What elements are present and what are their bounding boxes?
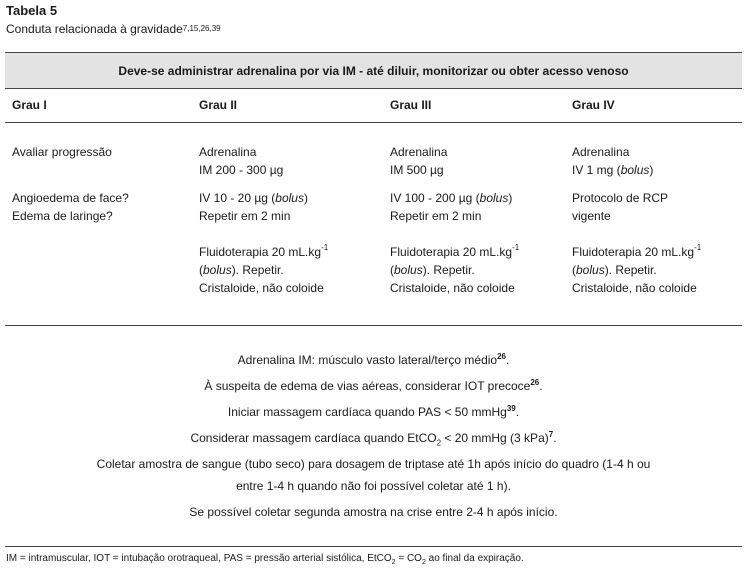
table-subtitle: Conduta relacionada à gravidade$^{7,15,26,39}$ xyxy=(6,22,221,36)
column-header-grau-1: Grau I xyxy=(12,98,47,112)
table-cell: Avaliar progressão xyxy=(12,145,112,159)
subtitle-references: 7,15,26,39 xyxy=(182,24,221,33)
note-line: À suspeita de edema de vias aéreas, considerar IOT precoce$^{26}$. xyxy=(204,378,543,393)
note-line: Iniciar massagem cardíaca quando PAS < 50 mmHg$^{39}$. xyxy=(227,404,520,419)
column-header-grau-3: Grau III xyxy=(390,98,432,112)
table-cell: Fluidoterapia 20 $mL.kg^{-1}$ (bolus). Repetir. Cristaloide, não coloide xyxy=(572,243,702,295)
table-divider xyxy=(5,325,742,326)
table-cell: IV 10 - 20 µg (bolus) Repetir em 2 min xyxy=(199,191,308,223)
table-cell: Fluidoterapia 20 $mL.kg^{-1}$ (bolus). Repetir. Cristaloide, não coloide xyxy=(390,243,520,295)
note-line: Adrenalina IM: músculo vasto lateral/terço médio$^{26}$. xyxy=(237,352,510,367)
table-cell: Angioedema de face? Edema de laringe? xyxy=(12,191,129,223)
table-cell: Adrenalina IV 1 mg (bolus) xyxy=(572,145,654,177)
note-line: Se possível coletar segunda amostra na crise entre 2-4 h após início. xyxy=(189,505,558,519)
table-header-row xyxy=(5,88,742,123)
table-cell: Fluidoterapia 20 $mL.kg^{-1}$ (bolus). Repetir. Cristaloide, não coloide xyxy=(199,243,329,295)
note-line: entre 1-4 h quando não foi possível coletar até 1 h). xyxy=(236,479,511,493)
table-cell: Adrenalina IM 500 µg xyxy=(390,145,448,177)
column-header-grau-4: Grau IV xyxy=(572,98,615,112)
table-footnote: IM = intramuscular, IOT = intubação orotraqueal, PAS = pressão arterial sistólica, EtCO$_2$ = $CO_2$ ao final da expiração. xyxy=(6,553,524,566)
column-header-grau-2: Grau II xyxy=(199,98,238,112)
footer-divider xyxy=(5,546,742,547)
note-line: Coletar amostra de sangue (tubo seco) para dosagem de triptase até 1h após início do quadro (1-4 h ou xyxy=(96,457,651,471)
table-cell: IV 100 - 200 µg (bolus) Repetir em 2 min xyxy=(390,191,513,223)
table-banner: Deve-se administrar adrenalina por via IM - até diluir, monitorizar ou obter acesso venoso xyxy=(5,52,742,89)
note-line: Considerar massagem cardíaca quando EtCO$_2$ < 20 mmHg (3 kPa)$^7$. xyxy=(190,430,557,448)
table-title: Tabela 5 xyxy=(6,3,58,18)
table-cell: Protocolo de RCP vigente xyxy=(572,191,669,223)
table-cell: Adrenalina IM 200 - 300 µg xyxy=(199,145,284,177)
